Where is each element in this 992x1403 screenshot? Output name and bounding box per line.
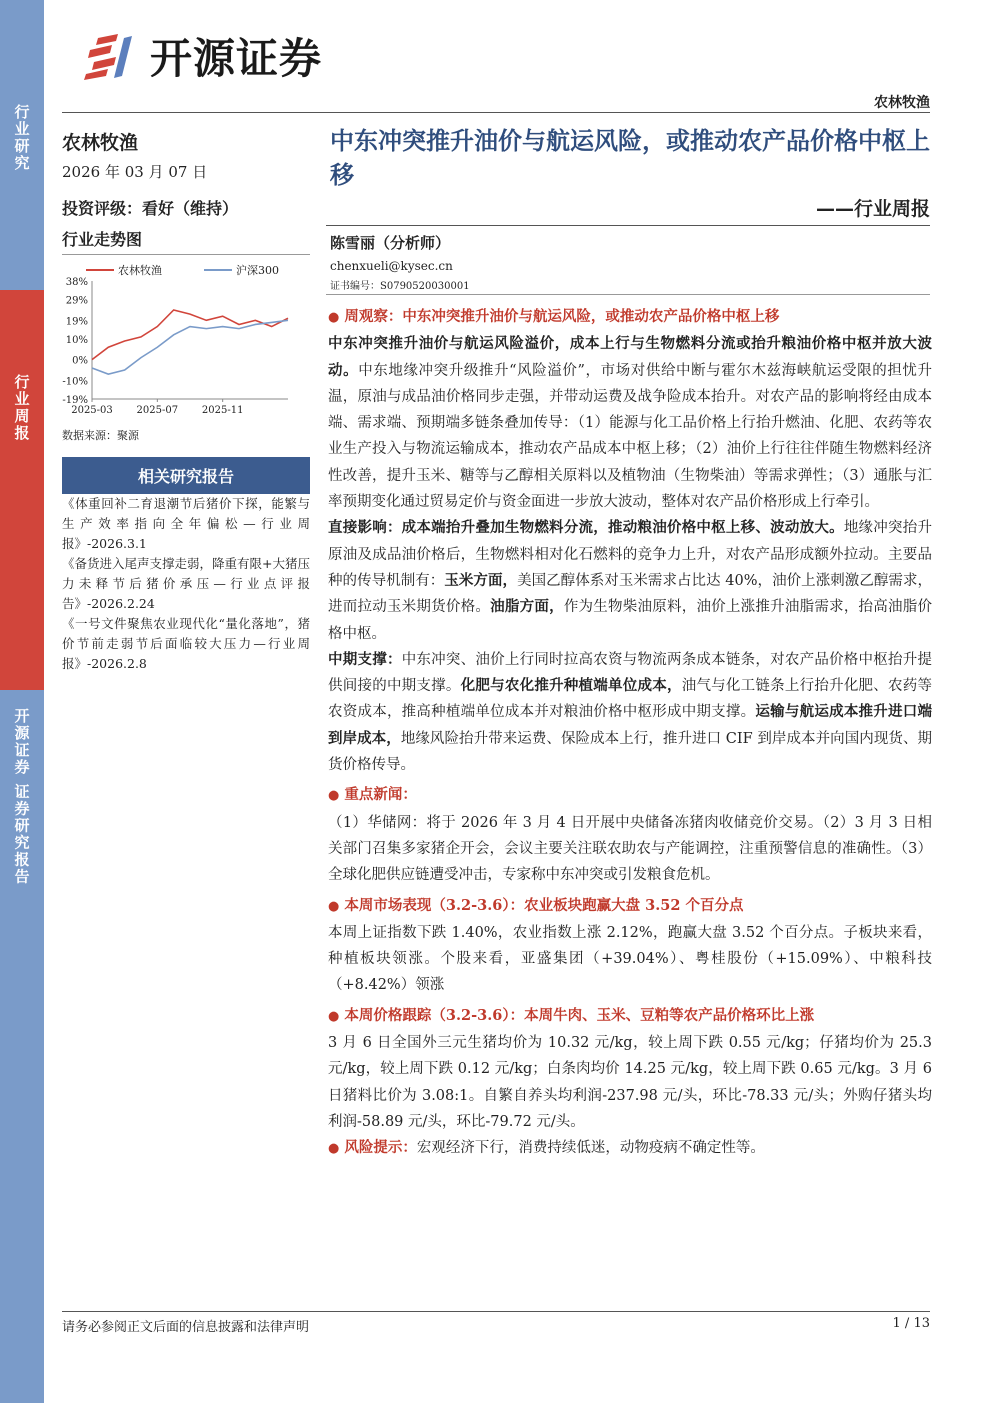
report-date: 2026 年 03 月 07 日	[62, 163, 208, 181]
bullet-icon: ●	[328, 1141, 340, 1157]
section-heading-week: ● 周观察：中东冲突推升油价与航运风险，或推动农产品价格中枢上移	[328, 308, 780, 325]
related-reports-header: 相关研究报告	[62, 457, 310, 494]
y-tick-label: 38%	[65, 277, 88, 288]
series-line	[92, 310, 288, 360]
bullet-icon: ●	[328, 310, 340, 325]
analyst-divider	[326, 294, 930, 295]
related-report-item[interactable]: 《体重回补二育退潮节后猪价下探，能繁与生产效率指向全年偏松—行业周报》-2026.3.1	[62, 496, 310, 551]
footer-divider	[62, 1311, 930, 1312]
y-tick-label: 10%	[65, 334, 88, 346]
y-tick-label: 0%	[72, 355, 88, 367]
x-tick-label: 2025-03	[71, 405, 113, 416]
left-column	[62, 128, 310, 674]
side-tab-weekly: 行业周报	[0, 290, 44, 690]
side-tab-industry-research: 行业研究	[0, 0, 44, 290]
series-line	[92, 320, 288, 374]
side-tab-kysec: 开源证券 证券研究报告	[0, 690, 44, 1403]
sector-name: 农林牧渔	[62, 132, 139, 154]
page-number: 1 / 13	[892, 1316, 930, 1331]
analyst-email[interactable]: chenxueli@kysec.cn	[330, 259, 453, 273]
logo-text: 开源证券	[150, 34, 323, 83]
section-heading-news: ● 重点新闻：	[328, 786, 417, 804]
trend-title: 行业走势图	[62, 227, 310, 255]
related-reports-list	[62, 494, 310, 674]
main-content	[328, 304, 932, 1163]
bullet-icon: ●	[328, 898, 340, 914]
report-subtitle: ——行业周报	[815, 198, 930, 220]
legend-label: 沪深300	[236, 264, 279, 277]
analyst-cert: 证书编号：S0790520030001	[330, 281, 470, 292]
risk-line: ● 风险提示：宏观经济下行，消费持续低迷，动物疫病不确定性等。	[328, 1139, 765, 1157]
paragraph: 中东冲突推升油价与航运风险溢价，成本上行与生物燃料分流或抬升粮油价格中枢并放大波动。中东地缘冲突升级推升“风险溢价”，市场对供给中断与霍尔木兹海峡航运受限的担忧升温，原油与成品油价格同步走强，并带动运费及战争险成本抬升。对农产品的影响将经由成本端、需求端、预期端多链条叠加传导：（1）能源与化工品价格上行抬升燃油、化肥、农药等农业生产投入与物流运输成本，推动农产品成本中枢上移；（2）油价上行往往伴随生物燃料经济性改善，提升玉米、糖等与乙醇相关原料以及植物油（生物柴油）等需求弹性；（3）通胀与汇率预期变化通过贸易定价与资金面进一步放大波动，整体对农产品价格形成上行牵引。	[328, 335, 932, 511]
paragraph: （1）华储网：将于 2026 年 3 月 4 日开展中央储备冻猪肉收储竞价交易。（2）3 月 3 日相关部门召集多家猪企开会，会议主要关注联农助农与产能调控，注重预警信息的准确性。（3）全球化肥供应链遭受冲击，专家称中东冲突或引发粮食危机。	[328, 814, 932, 884]
related-report-item[interactable]: 《备货进入尾声支撑走弱，降重有限+大猪压力未释节后猪价承压—行业点评报告》-2026.2.24	[62, 556, 310, 611]
section-heading-price: ● 本周价格跟踪（3.2-3.6）：本周牛肉、玉米、豆粕等农产品价格环比上涨	[328, 1006, 815, 1024]
y-tick-label: 19%	[65, 316, 88, 328]
logo-mark-icon	[84, 32, 144, 80]
subtitle-divider	[326, 225, 930, 226]
investment-rating: 投资评级：看好（维持）	[62, 199, 239, 218]
footer-disclaimer: 请务必参阅正文后面的信息披露和法律声明	[62, 1320, 310, 1335]
analyst-block	[330, 232, 470, 292]
company-logo	[84, 26, 322, 86]
analyst-name: 陈雪丽（分析师）	[330, 234, 451, 252]
section-heading-market: ● 本周市场表现（3.2-3.6）：农业板块跑赢大盘 3.52 个百分点	[328, 896, 744, 914]
paragraph: 本周上证指数下跌 1.40%，农业指数上涨 2.12%，跑赢大盘 3.52 个百分点。子板块来看，种植板块领涨。个股来看，亚盛集团（+39.04%）、粤桂股份（+15.09%）、中粮科技（+8.42%）领涨	[328, 924, 932, 994]
header-divider	[62, 112, 930, 113]
paragraph: 3 月 6 日全国外三元生猪均价为 10.32 元/kg，较上周下跌 0.55 元/kg；仔猪均价为 25.3 元/kg，较上周下跌 0.12 元/kg；白条肉均价 14.25 元/kg，较上周下跌 0.65 元/kg。3 月 6 日猪料比价为 3.08:1。自繁自养头均利润-237.98 元/头，环比-78.33 元/头；外购仔猪头均利润-58.89 元/头，环比-79.72 元/头。	[328, 1035, 932, 1130]
report-title: 中东冲突推升油价与航运风险，或推动农产品价格中枢上移	[330, 127, 930, 189]
bullet-icon: ●	[328, 788, 340, 804]
legend-label: 农林牧渔	[118, 264, 162, 277]
bullet-icon: ●	[328, 1008, 340, 1024]
y-tick-label: -19%	[62, 395, 88, 406]
related-report-item[interactable]: 《一号文件聚焦农业现代化“量化落地”，猪价节前走弱节后面临较大压力—行业周报》-2026.2.8	[62, 616, 310, 671]
y-tick-label: 29%	[65, 295, 88, 307]
trend-chart-svg	[62, 261, 310, 421]
y-tick-label: -10%	[62, 376, 88, 388]
paragraph: 中期支撑：中东冲突、油价上行同时拉高农资与物流两条成本链条，对农产品价格中枢抬升提供间接的中期支撑。化肥与农化推升种植端单位成本，油气与化工链条上行抬升化肥、农药等农资成本，推高种植端单位成本并对粮油价格中枢形成中期支撑。运输与航运成本推升进口端到岸成本，地缘风险抬升带来运费、保险成本上行，推升进口 CIF 到岸成本并向国内现货、期货价格传导。	[328, 650, 933, 774]
data-source: 数据来源：聚源	[62, 429, 139, 442]
x-tick-label: 2025-07	[136, 405, 179, 416]
trend-chart	[62, 261, 310, 425]
paragraph: 直接影响：成本端抬升叠加生物燃料分流，推动粮油价格中枢上移、波动放大。地缘冲突抬升原油及成品油价格后，生物燃料相对化石燃料的竞争力上升，对农产品形成额外拉动。主要品种的传导机制有：玉米方面，美国乙醇体系对玉米需求占比达 40%，油价上涨刺激乙醇需求，进而拉动玉米期货价格。油脂方面，作为生物柴油原料，油价上涨推升油脂需求，抬高油脂价格中枢。	[328, 519, 933, 642]
x-tick-label: 2025-11	[201, 405, 244, 416]
header-sector-tag: 农林牧渔	[874, 95, 930, 111]
